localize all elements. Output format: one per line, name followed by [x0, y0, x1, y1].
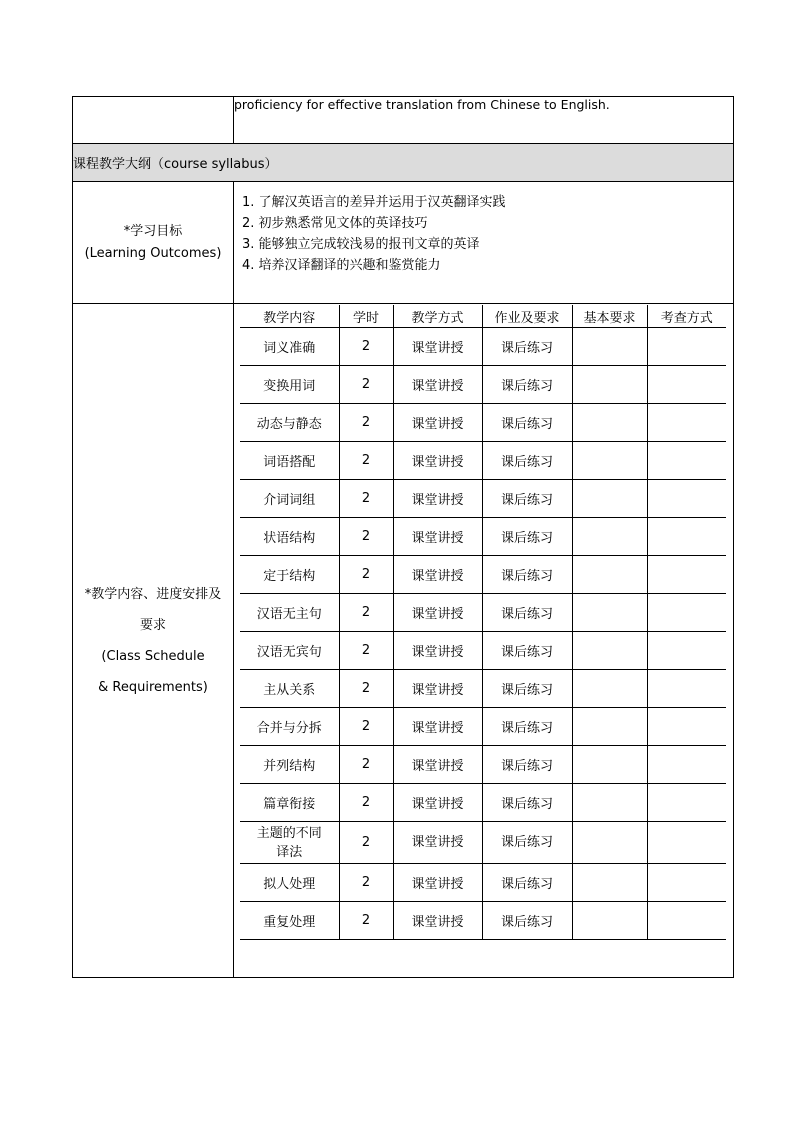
cell-assessment [647, 556, 726, 594]
cell-assessment [647, 784, 726, 822]
cell-basic-req [572, 480, 647, 518]
cell-assessment [647, 594, 726, 632]
syllabus-header-row [73, 144, 734, 182]
empty-label-cell [73, 97, 234, 144]
cell-content: 并列结构 [240, 746, 339, 784]
cell-hours: 2 [339, 366, 393, 404]
col-header-assessment: 考查方式 [647, 305, 726, 328]
continuation-row [73, 97, 734, 144]
learning-outcomes-list [234, 182, 733, 276]
syllabus-header: 课程教学大纲（course syllabus） [73, 144, 734, 182]
cell-content: 重复处理 [240, 902, 339, 940]
cell-basic-req [572, 518, 647, 556]
cell-content: 词语搭配 [240, 442, 339, 480]
cell-basic-req [572, 746, 647, 784]
cell-basic-req [572, 442, 647, 480]
schedule-label-en-2: & Requirements) [98, 679, 208, 695]
cell-method: 课堂讲授 [393, 902, 482, 940]
cell-method: 课堂讲授 [393, 480, 482, 518]
cell-content: 拟人处理 [240, 864, 339, 902]
cell-homework: 课后练习 [482, 366, 572, 404]
cell-method: 课堂讲授 [393, 518, 482, 556]
cell-assessment [647, 404, 726, 442]
cell-method: 课堂讲授 [393, 556, 482, 594]
cell-hours: 2 [339, 404, 393, 442]
cell-assessment [647, 518, 726, 556]
cell-hours: 2 [339, 784, 393, 822]
cell-assessment [647, 670, 726, 708]
table-row [240, 556, 726, 594]
cell-assessment [647, 708, 726, 746]
cell-hours: 2 [339, 746, 393, 784]
cell-method: 课堂讲授 [393, 822, 482, 864]
outcome-item: 2. 初步熟悉常见文体的英译技巧 [242, 216, 428, 231]
cell-basic-req [572, 556, 647, 594]
cell-homework: 课后练习 [482, 746, 572, 784]
table-row [240, 594, 726, 632]
cell-content: 汉语无宾句 [240, 632, 339, 670]
table-row [240, 442, 726, 480]
cell-basic-req [572, 632, 647, 670]
cell-content: 变换用词 [240, 366, 339, 404]
cell-content: 介词词组 [240, 480, 339, 518]
cell-basic-req [572, 784, 647, 822]
cell-homework: 课后练习 [482, 822, 572, 864]
table-row [240, 632, 726, 670]
cell-hours: 2 [339, 632, 393, 670]
table-row [240, 746, 726, 784]
table-row [240, 366, 726, 404]
schedule-table [240, 305, 726, 940]
cell-homework: 课后练习 [482, 556, 572, 594]
cell-assessment [647, 632, 726, 670]
cell-basic-req [572, 328, 647, 366]
cell-basic-req [572, 864, 647, 902]
cell-content: 合并与分拆 [240, 708, 339, 746]
cell-homework: 课后练习 [482, 670, 572, 708]
cell-assessment [647, 746, 726, 784]
cell-basic-req [572, 404, 647, 442]
learning-outcomes-label-en: (Learning Outcomes) [84, 245, 222, 261]
cell-basic-req [572, 594, 647, 632]
table-row [240, 708, 726, 746]
cell-basic-req [572, 670, 647, 708]
cell-homework: 课后练习 [482, 328, 572, 366]
table-row [240, 864, 726, 902]
cell-method: 课堂讲授 [393, 784, 482, 822]
cell-content: 主从关系 [240, 670, 339, 708]
cell-content: 状语结构 [240, 518, 339, 556]
cell-method: 课堂讲授 [393, 404, 482, 442]
schedule-row [73, 304, 734, 978]
cell-assessment [647, 442, 726, 480]
cell-hours: 2 [339, 902, 393, 940]
cell-homework: 课后练习 [482, 442, 572, 480]
cell-method: 课堂讲授 [393, 746, 482, 784]
col-header-homework: 作业及要求 [482, 305, 572, 328]
cell-hours: 2 [339, 670, 393, 708]
cell-assessment [647, 328, 726, 366]
cell-hours: 2 [339, 822, 393, 864]
cell-content: 定于结构 [240, 556, 339, 594]
cell-method: 课堂讲授 [393, 632, 482, 670]
table-row [240, 328, 726, 366]
table-row [240, 518, 726, 556]
schedule-label-cn-2: 要求 [139, 617, 166, 633]
cell-hours: 2 [339, 442, 393, 480]
table-row [240, 822, 726, 864]
cell-homework: 课后练习 [482, 864, 572, 902]
cell-content: 词义准确 [240, 328, 339, 366]
cell-content: 动态与静态 [240, 404, 339, 442]
table-row [240, 670, 726, 708]
learning-outcomes-label-cn: *学习目标 [123, 223, 183, 239]
cell-homework: 课后练习 [482, 404, 572, 442]
continuation-text: proficiency for effective translation from Chinese to English. [234, 97, 734, 144]
col-header-method: 教学方式 [393, 305, 482, 328]
cell-method: 课堂讲授 [393, 864, 482, 902]
table-row [240, 404, 726, 442]
cell-content: 主题的不同译法 [240, 822, 339, 864]
cell-hours: 2 [339, 864, 393, 902]
col-header-content: 教学内容 [240, 305, 339, 328]
cell-method: 课堂讲授 [393, 670, 482, 708]
cell-method: 课堂讲授 [393, 442, 482, 480]
cell-homework: 课后练习 [482, 632, 572, 670]
cell-hours: 2 [339, 328, 393, 366]
outcome-item: 1. 了解汉英语言的差异并运用于汉英翻译实践 [242, 195, 506, 210]
col-header-hours: 学时 [339, 305, 393, 328]
cell-hours: 2 [339, 480, 393, 518]
cell-hours: 2 [339, 594, 393, 632]
cell-homework: 课后练习 [482, 902, 572, 940]
cell-hours: 2 [339, 708, 393, 746]
schedule-label [73, 304, 234, 978]
learning-outcomes-row [73, 182, 734, 304]
schedule-content [234, 304, 734, 978]
cell-assessment [647, 822, 726, 864]
cell-basic-req [572, 822, 647, 864]
cell-method: 课堂讲授 [393, 366, 482, 404]
cell-homework: 课后练习 [482, 594, 572, 632]
table-row [240, 902, 726, 940]
learning-outcomes-content [234, 182, 734, 304]
cell-homework: 课后练习 [482, 480, 572, 518]
cell-homework: 课后练习 [482, 518, 572, 556]
cell-assessment [647, 366, 726, 404]
schedule-body [240, 328, 726, 940]
table-row [240, 784, 726, 822]
cell-hours: 2 [339, 556, 393, 594]
cell-assessment [647, 864, 726, 902]
cell-hours: 2 [339, 518, 393, 556]
cell-assessment [647, 480, 726, 518]
cell-basic-req [572, 708, 647, 746]
cell-basic-req [572, 366, 647, 404]
cell-homework: 课后练习 [482, 784, 572, 822]
outcome-item: 4. 培养汉译翻译的兴趣和鉴赏能力 [242, 258, 441, 273]
col-header-basic-req: 基本要求 [572, 305, 647, 328]
outcome-item: 3. 能够独立完成较浅易的报刊文章的英译 [242, 237, 480, 252]
cell-method: 课堂讲授 [393, 594, 482, 632]
cell-method: 课堂讲授 [393, 708, 482, 746]
schedule-label-cn-1: *教学内容、进度安排及 [84, 586, 222, 602]
syllabus-form-table [72, 96, 734, 978]
cell-basic-req [572, 902, 647, 940]
cell-homework: 课后练习 [482, 708, 572, 746]
cell-assessment [647, 902, 726, 940]
schedule-header-row [240, 305, 726, 328]
schedule-label-en-1: (Class Schedule [101, 648, 205, 664]
learning-outcomes-label [73, 182, 234, 304]
cell-content: 篇章衔接 [240, 784, 339, 822]
table-row [240, 480, 726, 518]
cell-method: 课堂讲授 [393, 328, 482, 366]
cell-content: 汉语无主句 [240, 594, 339, 632]
